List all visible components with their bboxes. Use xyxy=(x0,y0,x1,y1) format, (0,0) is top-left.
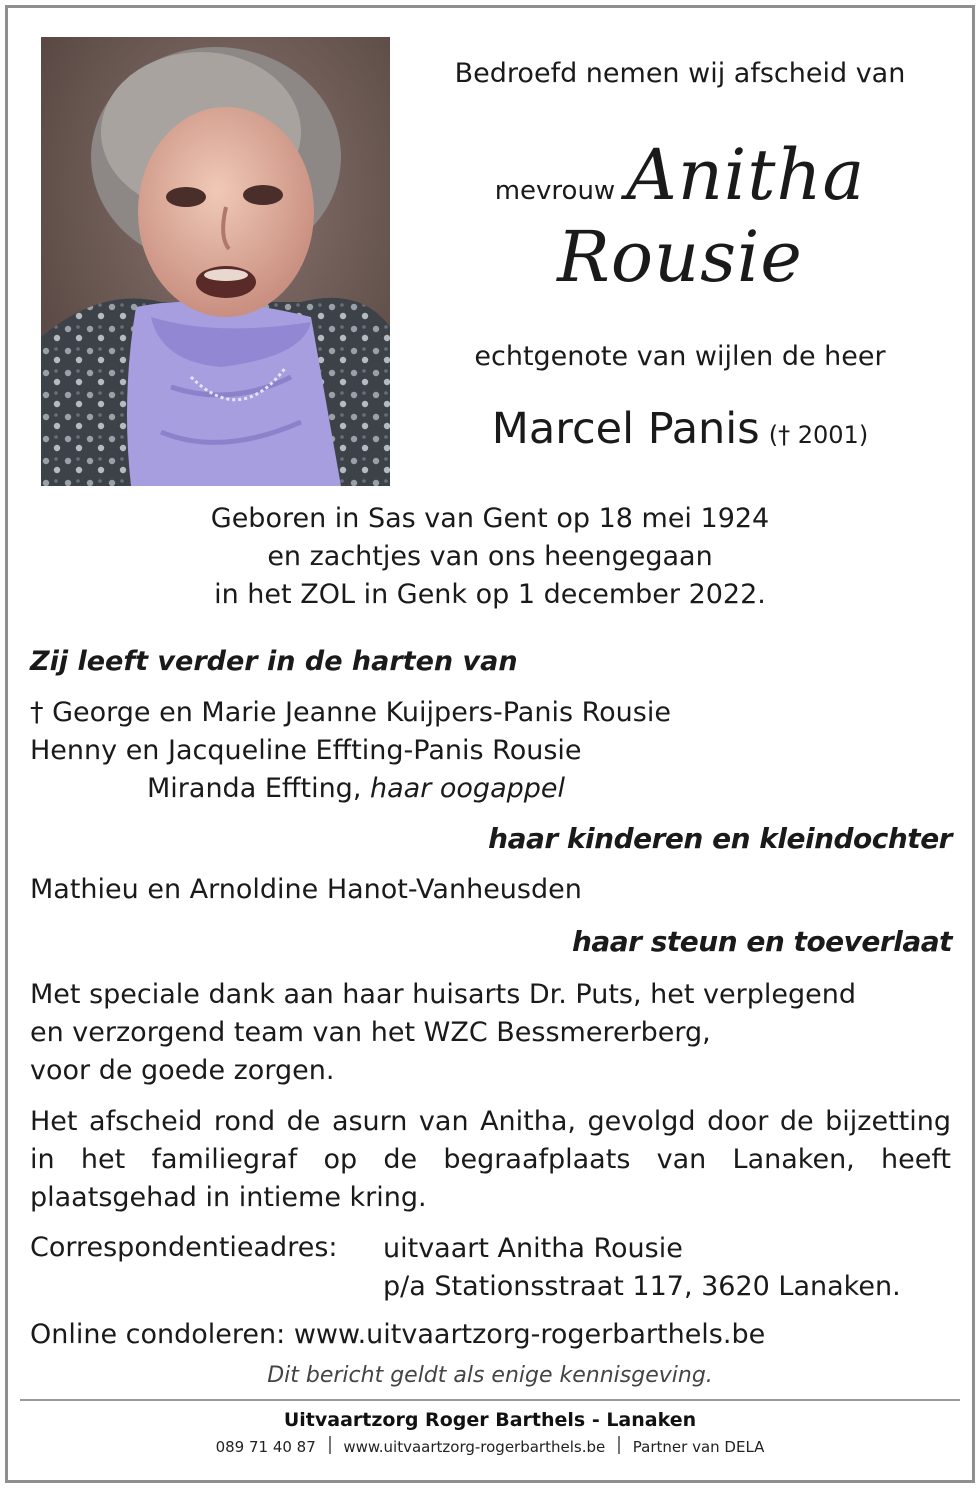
last-name-line xyxy=(410,216,950,298)
footer-separator xyxy=(329,1436,331,1454)
grandchild-line xyxy=(147,770,565,808)
correspondence-line: uitvaart Anitha Rousie xyxy=(383,1233,683,1264)
intro-text: Bedroefd nemen wij afscheid van xyxy=(454,58,906,89)
funeral-home-name: Uitvaartzorg Roger Barthels - Lanaken xyxy=(283,1409,697,1431)
footer-separator xyxy=(618,1436,620,1454)
support-names: Mathieu en Arnoldine Hanot-Vanheusden xyxy=(30,874,582,905)
life-dates xyxy=(0,500,980,614)
passing-line: en zachtjes van ons heengegaan xyxy=(267,541,713,572)
family-member: Henny en Jacqueline Effting-Panis Rousie xyxy=(30,735,582,766)
first-name-line xyxy=(410,134,950,216)
birth-line: Geboren in Sas van Gent op 18 mei 1924 xyxy=(210,503,770,534)
thanks-line: Met speciale dank aan haar huisarts Dr. Puts, het verplegend xyxy=(30,979,856,1010)
portrait-photo xyxy=(41,37,390,486)
footer-contact xyxy=(0,1436,980,1456)
farewell-paragraph: Het afscheid rond de asurn van Anitha, gevolgd door de bijzetting in het familiegraf op de begraafplaats van Lanaken, heeft plaatsgehad in intieme kring. xyxy=(30,1106,951,1213)
family-heading: Zij leeft verder in de harten van xyxy=(30,646,518,677)
spouse-intro: echtgenote van wijlen de heer xyxy=(474,341,886,372)
grandchild-note: haar oogappel xyxy=(370,773,565,804)
last-name: Rousie xyxy=(557,216,803,298)
place-date-line: in het ZOL in Genk op 1 december 2022. xyxy=(214,579,766,610)
notice-text: Dit bericht geldt als enige kennisgeving. xyxy=(267,1363,713,1388)
footer-partner: Partner van DELA xyxy=(632,1438,765,1456)
thanks-line: en verzorgend team van het WZC Bessmererberg, xyxy=(30,1017,711,1048)
correspondence-label: Correspondentieadres: xyxy=(30,1232,338,1263)
footer-website: www.uitvaartzorg-rogerbarthels.be xyxy=(343,1438,606,1456)
support-label: haar steun en toeverlaat xyxy=(571,925,952,958)
online-condolences: Online condoleren: www.uitvaartzorg-rogerbarthels.be xyxy=(30,1319,766,1350)
title-prefix: mevrouw xyxy=(494,176,616,206)
footer-phone: 089 71 40 87 xyxy=(215,1438,316,1456)
thanks-line: voor de goede zorgen. xyxy=(30,1055,335,1086)
spouse-line xyxy=(410,404,950,454)
children-label: haar kinderen en kleindochter xyxy=(488,822,952,855)
family-member: † George en Marie Jeanne Kuijpers-Panis Rousie xyxy=(30,697,671,728)
spouse-death: († 2001) xyxy=(768,421,869,449)
first-name: Anitha xyxy=(626,134,866,216)
divider xyxy=(20,1399,960,1401)
grandchild-name: Miranda Effting, xyxy=(147,773,362,804)
correspondence-line: p/a Stationsstraat 117, 3620 Lanaken. xyxy=(383,1271,901,1302)
spouse-name: Marcel Panis xyxy=(491,404,760,454)
